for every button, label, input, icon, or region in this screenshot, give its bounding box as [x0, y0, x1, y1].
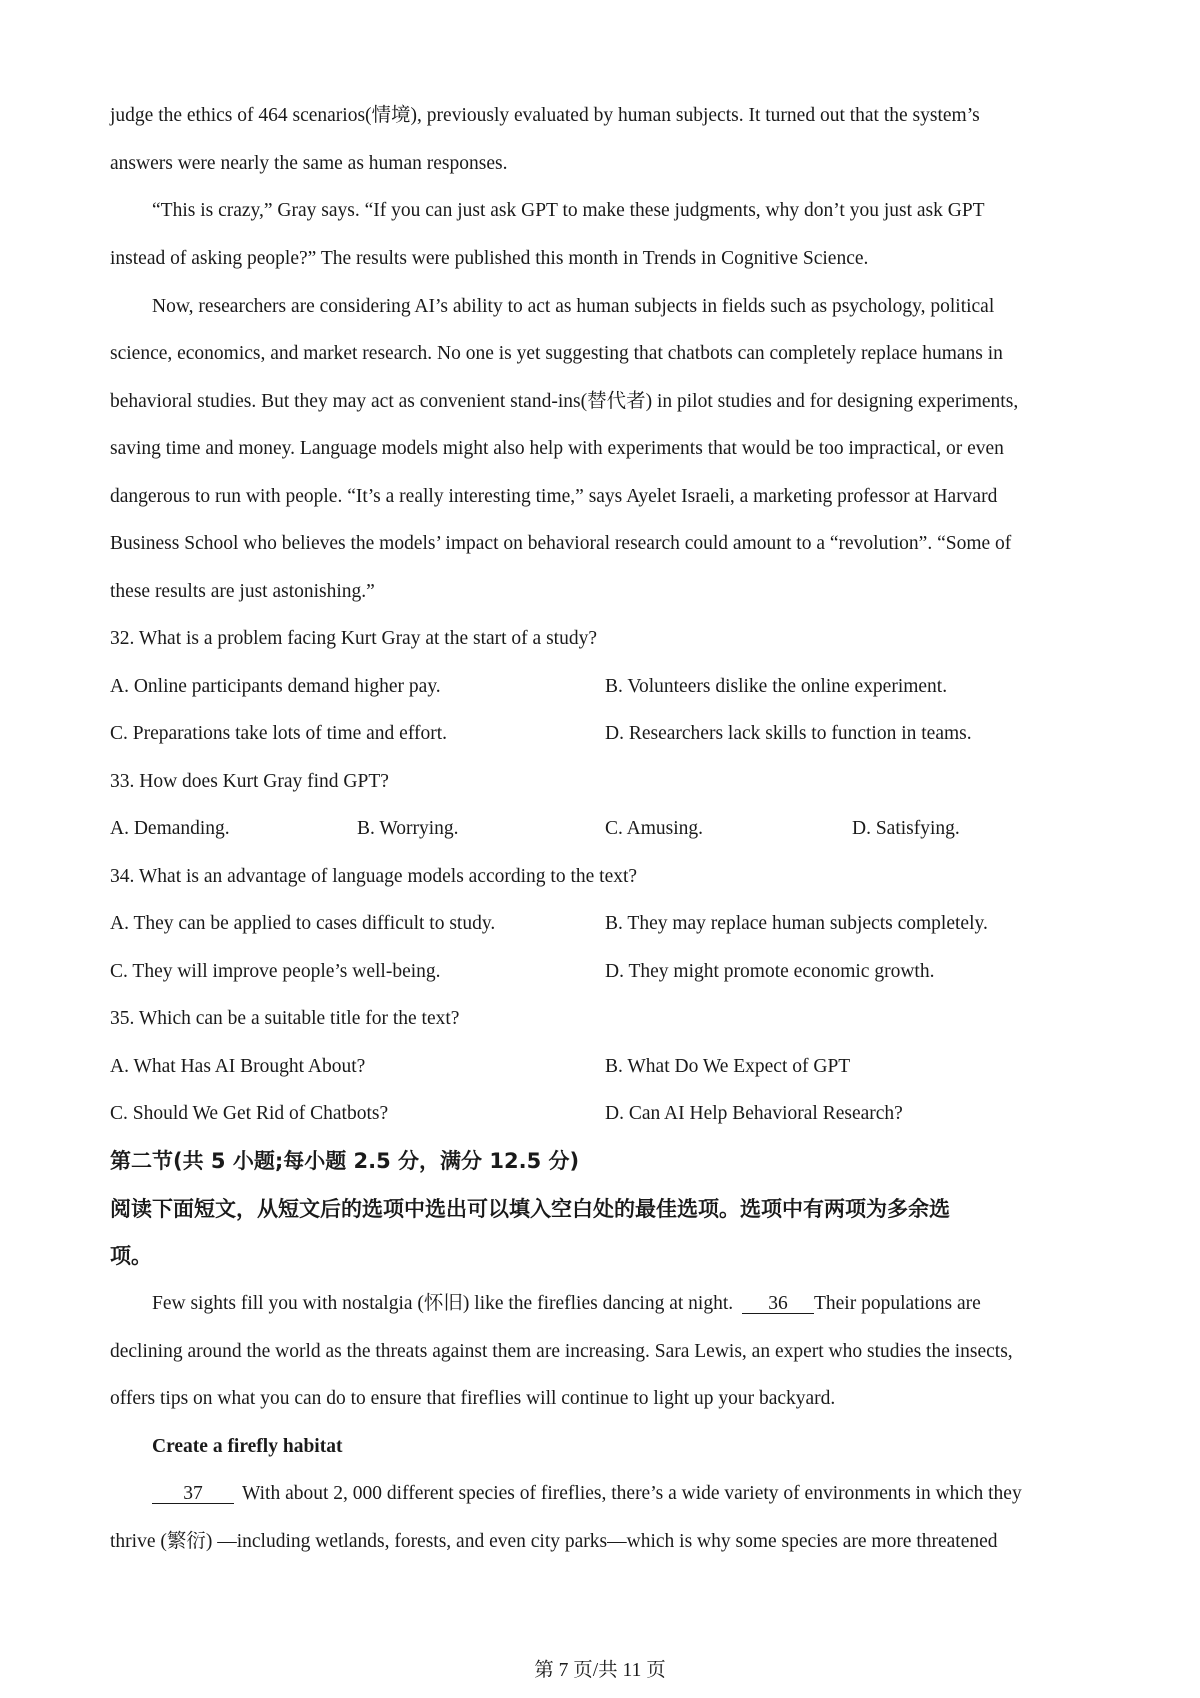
passage-b-p1-text-after: Their populations are: [813, 1293, 981, 1314]
passage-b-p1-line1: [152, 1292, 981, 1316]
question-stem: 34. What is an advantage of language models according to the text?: [110, 866, 638, 887]
section-heading: 第二节(共 5 小题;每小题 2.5 分，满分 12.5 分): [110, 1149, 580, 1173]
question-stem: 35. Which can be a suitable title for the text?: [110, 1008, 460, 1029]
passage-a-p3-line2: science, economics, and market research. No one is yet suggesting that chatbots can completely replace humans in: [110, 343, 1003, 364]
option-b: B. They may replace human subjects completely.: [605, 913, 988, 934]
passage-a-p1-line2: answers were nearly the same as human responses.: [110, 153, 508, 174]
option-d: D. Satisfying.: [852, 818, 960, 839]
option-c: C. Amusing.: [605, 818, 704, 839]
option-a: A. They can be applied to cases difficult to study.: [110, 913, 496, 934]
passage-b-p2-line2: thrive (繁衍) —including wetlands, forests, and even city parks—which is why some species are more threatened: [110, 1531, 998, 1552]
passage-a-p2-line2: instead of asking people?” The results were published this month in Trends in Cognitive Science.: [110, 248, 869, 269]
option-c: C. They will improve people’s well-being.: [110, 961, 441, 982]
section-instruction-line2: 项。: [110, 1244, 152, 1268]
option-d: D. Can AI Help Behavioral Research?: [605, 1103, 903, 1124]
passage-b-p1-line2: declining around the world as the threats against them are increasing. Sara Lewis, an expert who studies the insects,: [110, 1341, 1013, 1362]
option-d: D. They might promote economic growth.: [605, 961, 935, 982]
option-d: D. Researchers lack skills to function in teams.: [605, 723, 972, 744]
option-a: A. Online participants demand higher pay.: [110, 676, 441, 697]
passage-a-p3-line6: Business School who believes the models’ impact on behavioral research could amount to a “revolution”. “Some of: [110, 533, 1012, 554]
passage-b-p2-line1: [152, 1482, 1022, 1506]
passage-a-p3-line5: dangerous to run with people. “It’s a really interesting time,” says Ayelet Israeli, a marketing professor at Harvard: [110, 486, 998, 507]
subheading: Create a firefly habitat: [152, 1436, 343, 1457]
option-a: A. Demanding.: [110, 818, 230, 839]
passage-a-p3-line7: these results are just astonishing.”: [110, 581, 375, 602]
passage-a-p1-line1: judge the ethics of 464 scenarios(情境), previously evaluated by human subjects. It turned out that the system’s: [110, 105, 980, 126]
option-b: B. Worrying.: [357, 818, 459, 839]
blank-36: 36: [742, 1294, 814, 1314]
option-c: C. Preparations take lots of time and effort.: [110, 723, 448, 744]
option-c: C. Should We Get Rid of Chatbots?: [110, 1103, 389, 1124]
passage-b-p1-line3: offers tips on what you can do to ensure that fireflies will continue to light up your backyard.: [110, 1388, 836, 1409]
section-instruction-line1: 阅读下面短文，从短文后的选项中选出可以填入空白处的最佳选项。选项中有两项为多余选: [110, 1197, 950, 1221]
option-a: A. What Has AI Brought About?: [110, 1056, 366, 1077]
question-stem: 32. What is a problem facing Kurt Gray at the start of a study?: [110, 628, 597, 649]
passage-a-p3-line1: Now, researchers are considering AI’s ability to act as human subjects in fields such as psychology, political: [152, 296, 995, 317]
option-b: B. What Do We Expect of GPT: [605, 1056, 851, 1077]
passage-b-p2-text-after: With about 2, 000 different species of fireflies, there’s a wide variety of environments in which they: [242, 1483, 1022, 1504]
option-b: B. Volunteers dislike the online experiment.: [605, 676, 948, 697]
question-stem: 33. How does Kurt Gray find GPT?: [110, 771, 389, 792]
passage-a-p3-line3: behavioral studies. But they may act as convenient stand-ins(替代者) in pilot studies and for designing experiments,: [110, 391, 1019, 412]
passage-a-p2-line1: “This is crazy,” Gray says. “If you can just ask GPT to make these judgments, why don’t you just ask GPT: [152, 200, 985, 221]
blank-37: 37: [152, 1484, 234, 1504]
page-number: 第 7 页/共 11 页: [534, 1660, 666, 1681]
passage-a-p3-line4: saving time and money. Language models might also help with experiments that would be too impractical, or even: [110, 438, 1004, 459]
passage-b-p1-text-before: Few sights fill you with nostalgia (怀旧) like the fireflies dancing at night.: [152, 1293, 734, 1314]
